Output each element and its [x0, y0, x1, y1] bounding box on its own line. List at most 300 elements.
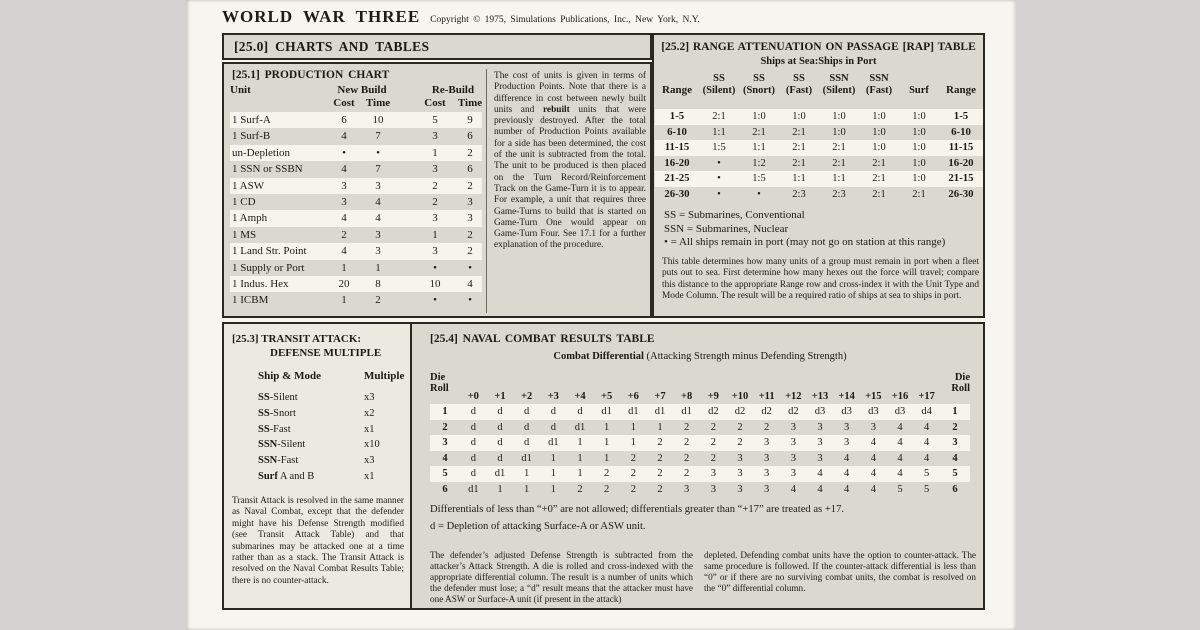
ship-mode-cell: [258, 453, 364, 469]
rebuild-cost-cell: 3: [432, 212, 438, 225]
result-cell: d4: [921, 406, 932, 417]
ratio-cell: 1:5: [752, 173, 766, 185]
result-cell: 3: [817, 421, 823, 433]
spacer: [396, 243, 418, 259]
new-cost-cell: 4: [341, 245, 347, 258]
unit-cell: 1 ICBM: [232, 294, 269, 307]
ncrt-procedure-text-right: depleted. Defending combat units have the option to counter-attack. The same procedure is followed. If the counter-attack differential is less than “0” or if there are no surviving combat units, the combat is resolved on the “0” differential column.: [704, 550, 976, 594]
rebuild-time-cell: 2: [467, 146, 473, 159]
die-roll-cell: 5: [952, 468, 958, 479]
new-cost-cell: •: [342, 146, 346, 159]
table-row: [258, 469, 414, 485]
ratio-cell: 2:1: [872, 188, 886, 200]
die-roll-cell: 1: [442, 406, 448, 417]
column-line-1: SS: [793, 73, 805, 84]
ship-type: SSN: [258, 455, 278, 467]
result-cell: 3: [684, 483, 690, 495]
ratio-cell: 2:1: [872, 173, 886, 185]
result-cell: 3: [870, 421, 876, 433]
rebuild-time-cell: 2: [467, 245, 473, 258]
rap-header-row: [655, 73, 983, 96]
result-cell: 3: [844, 437, 850, 448]
ratio-cell: •: [757, 188, 761, 200]
result-cell: 2: [657, 437, 663, 448]
range-cell: 26-30: [948, 187, 974, 200]
result-cell: d2: [761, 406, 772, 417]
result-cell: 2: [710, 452, 716, 464]
range-column-header: Range: [946, 84, 976, 96]
result-cell: 4: [924, 437, 930, 448]
rebuild-time-cell: 2: [467, 179, 473, 192]
table-row: [230, 145, 482, 161]
result-cell: 2: [737, 437, 743, 448]
ship-mode: -Fast: [277, 455, 299, 467]
differential-column-header: +12: [785, 391, 802, 402]
result-cell: 3: [764, 452, 770, 464]
result-cell: d: [497, 437, 503, 448]
result-cell: 5: [924, 483, 930, 495]
ship-type: SS: [258, 407, 270, 419]
result-cell: d: [524, 406, 530, 417]
ratio-cell: 2:3: [832, 188, 846, 200]
multiple-cell: x3: [364, 392, 375, 403]
result-cell: d: [524, 421, 530, 433]
result-cell: d3: [841, 406, 852, 417]
ratio-cell: 1:0: [912, 126, 926, 138]
rebuild-cost-cell: 2: [432, 195, 438, 208]
rebuild-cost-cell: 3: [432, 163, 438, 176]
ratio-cell: 2:1: [872, 157, 886, 169]
ncrt-differential-note: Differentials of less than “+0” are not allowed; differentials greater than “+17” are treated as +17.: [430, 504, 845, 515]
range-cell: 21-15: [948, 172, 974, 185]
result-cell: 1: [550, 468, 556, 479]
new-cost-cell: 1: [341, 294, 347, 307]
result-cell: 2: [684, 437, 690, 448]
result-cell: d: [550, 406, 556, 417]
transit-rows: [258, 390, 414, 485]
column-line-1: SS: [713, 73, 725, 84]
result-cell: d: [550, 421, 556, 433]
production-chart-box: [222, 62, 652, 318]
differential-column-header: +7: [654, 391, 666, 402]
column-line-2: (Snort): [742, 84, 776, 96]
result-cell: 4: [790, 483, 796, 495]
ship-type: SS: [258, 423, 270, 435]
result-cell: 2: [657, 452, 663, 464]
result-cell: 5: [897, 483, 903, 495]
result-cell: 2: [604, 468, 610, 479]
result-cell: 3: [817, 437, 823, 448]
result-cell: 1: [604, 421, 610, 433]
result-cell: 3: [764, 483, 770, 495]
ratio-cell: 1:0: [752, 111, 766, 122]
rebuild-time-cell: •: [468, 261, 472, 274]
result-cell: 4: [870, 468, 876, 479]
unit-cell: 1 Amph: [232, 212, 268, 225]
result-cell: d1: [468, 483, 479, 495]
ratio-cell: 2:1: [832, 142, 846, 154]
ratio-cell: 1:0: [792, 111, 806, 122]
transit-title-line-2: DEFENSE MULTIPLE: [270, 347, 382, 359]
range-cell: 6-10: [951, 125, 971, 138]
new-time-header: Time: [365, 97, 391, 109]
production-table-header: [230, 84, 482, 110]
production-header-row-1: [230, 84, 482, 97]
range-cell: 21-25: [664, 172, 690, 185]
result-cell: 3: [737, 452, 743, 464]
new-time-cell: 3: [375, 228, 381, 241]
new-time-cell: 4: [375, 195, 381, 208]
result-cell: d1: [521, 452, 532, 464]
ratio-cell: 1:0: [912, 157, 926, 169]
result-cell: 2: [657, 468, 663, 479]
column-line-1: SS: [753, 73, 765, 84]
ncrt-rows: [430, 404, 970, 497]
result-cell: d1: [574, 421, 586, 433]
result-cell: d1: [628, 406, 639, 417]
result-cell: d: [470, 468, 476, 479]
differential-column-header: +1: [494, 391, 506, 402]
table-row: [230, 161, 482, 177]
unit-cell: 1 Supply or Port: [232, 261, 305, 274]
die-roll-cell: 3: [442, 437, 448, 448]
differential-column-header: +16: [891, 391, 909, 402]
ship-mode-cell: [258, 437, 364, 453]
result-cell: 4: [817, 468, 823, 479]
differential-column-header: +0: [467, 391, 479, 402]
rebuild-cost-cell: 1: [432, 228, 438, 241]
differential-column-header: +8: [681, 391, 693, 402]
table-row: [430, 404, 970, 420]
production-rows: [230, 112, 482, 309]
result-cell: 1: [524, 483, 530, 495]
column-line-1: SSN: [869, 73, 889, 84]
result-cell: 2: [684, 452, 690, 464]
die-roll-cell: 6: [952, 483, 958, 495]
rap-note: This table determines how many units of a group must remain in port when a fleet puts out to sea. First determine how many hexes out the force will travel; compare this distance to the appropriate Range row and cross-index it with the Unit Type and Mode Column. The result will be a required ratio of ships at sea to ships in port.: [662, 257, 979, 301]
table-row: [230, 194, 482, 210]
ratio-cell: 2:1: [792, 157, 806, 169]
legend-ss: SS = Submarines, Conventional: [664, 209, 805, 221]
new-cost-cell: 6: [341, 114, 347, 126]
table-row: [230, 243, 482, 259]
ratio-cell: 1:1: [752, 142, 766, 154]
differential-column-header: +6: [627, 391, 639, 402]
column-line-2: (Fast): [865, 84, 893, 96]
differential-column-header: +9: [707, 391, 719, 402]
result-cell: 4: [844, 483, 850, 495]
result-cell: d2: [788, 406, 799, 417]
multiple-column-header: Multiple: [364, 370, 405, 382]
column-line-1: SSN: [829, 73, 849, 84]
new-build-group-header: New Build: [337, 84, 387, 96]
differential-column-header: +3: [547, 391, 559, 402]
unit-type-column-header: [899, 85, 939, 97]
unit-type-column-header: [859, 73, 899, 96]
ship-mode: A and B: [277, 470, 315, 482]
table-row: [655, 187, 983, 203]
result-cell: d: [470, 421, 476, 433]
spacer: [396, 178, 418, 194]
range-cell: 16-20: [948, 156, 974, 169]
table-row: [230, 260, 482, 276]
ratio-cell: 1:0: [872, 111, 886, 122]
rap-table-box: [652, 33, 985, 318]
spacer: [396, 292, 418, 308]
result-cell: 3: [844, 421, 850, 433]
unit-type-column-header: [779, 73, 819, 96]
result-cell: d1: [654, 406, 666, 417]
result-cell: 2: [684, 468, 690, 479]
rebuild-cost-cell: 10: [429, 277, 441, 290]
rebuild-cost-cell: •: [433, 294, 437, 307]
production-header-row-2: [230, 97, 482, 110]
ship-mode: -Snort: [269, 407, 296, 419]
result-cell: d2: [734, 406, 746, 417]
rap-rows: [655, 109, 983, 203]
rebuild-time-cell: 4: [467, 277, 473, 290]
rap-legend: [664, 209, 945, 250]
result-cell: 4: [897, 421, 903, 433]
spacer: [230, 97, 328, 110]
ratio-cell: 1:0: [912, 142, 926, 154]
multiple-cell: x1: [364, 423, 375, 435]
ratio-cell: 1:0: [832, 111, 846, 122]
result-cell: 2: [684, 421, 690, 433]
unit-cell: 1 Surf-B: [232, 130, 271, 143]
result-cell: 2: [577, 483, 583, 495]
differential-column-header: +5: [601, 391, 613, 402]
ratio-cell: 1:1: [832, 173, 846, 185]
ratio-cell: •: [717, 157, 721, 169]
bottom-tables-box: [222, 322, 985, 610]
ship-type: Surf: [258, 470, 278, 482]
result-cell: 1: [577, 437, 583, 448]
result-cell: d: [497, 452, 503, 464]
result-cell: 1: [524, 468, 530, 479]
new-cost-cell: 3: [341, 179, 347, 192]
new-cost-cell: 3: [341, 195, 347, 208]
rebuild-time-cell: 6: [467, 130, 473, 143]
die-roll-cell: 5: [442, 468, 448, 479]
new-time-cell: 8: [375, 277, 381, 290]
new-time-cell: 10: [372, 114, 384, 126]
table-row: [430, 435, 970, 451]
ratio-cell: 1:2: [752, 157, 766, 169]
spacer: [396, 84, 418, 97]
result-cell: 1: [577, 468, 583, 479]
die-roll-label-left: [430, 366, 460, 394]
rap-table-title: [25.2] RANGE ATTENUATION ON PASSAGE [RAP] TABLE: [661, 41, 976, 53]
rebuild-cost-cell: 5: [432, 114, 438, 126]
ratio-cell: 1:1: [792, 173, 806, 185]
spacer: [396, 210, 418, 226]
result-cell: 4: [897, 452, 903, 464]
result-cell: 2: [630, 468, 636, 479]
result-cell: 4: [924, 452, 930, 464]
spacer: [396, 194, 418, 210]
differential-column-header: +4: [574, 391, 586, 402]
result-cell: 2: [710, 437, 716, 448]
result-cell: 3: [790, 468, 796, 479]
result-cell: 3: [737, 483, 743, 495]
spacer: [396, 145, 418, 161]
result-cell: 4: [897, 437, 903, 448]
rebuild-cost-cell: 1: [432, 146, 438, 159]
die-roll-cell: 4: [952, 452, 958, 464]
column-line-2: (Fast): [785, 84, 813, 96]
die-roll-cell: 6: [442, 483, 448, 495]
result-cell: 2: [604, 483, 610, 495]
table-row: [430, 420, 970, 436]
table-row: [655, 171, 983, 187]
table-row: [655, 109, 983, 125]
result-cell: 4: [870, 437, 876, 448]
result-cell: 2: [737, 421, 743, 433]
rebuild-time-cell: •: [468, 294, 472, 307]
result-cell: 1: [630, 421, 636, 433]
rebuild-time-cell: 3: [467, 195, 473, 208]
die-roll-label-right: [940, 366, 970, 394]
note-text: units that were previously destroyed. After the total number of Production Points available for a side has been determined, the cost of the unit is subtracted from the total. The unit to be produced is then placed on the Turn Record/Reinforcement Track on the Game-Turn it is to appear. For example, a unit that requires three Game-Turns to build that is started on Game-Turn One would appear on Game-Turn Four. See 17.1 for a further explanation of the procedure.: [494, 104, 646, 251]
spacer: [396, 112, 418, 128]
ship-mode-cell: [258, 390, 364, 406]
ship-type: SSN: [258, 439, 278, 451]
unit-cell: 1 SSN or SSBN: [232, 163, 303, 176]
ratio-cell: 1:1: [712, 126, 726, 138]
differential-column-header: +15: [865, 391, 882, 402]
range-cell: 1-5: [953, 110, 969, 122]
new-cost-cell: 2: [341, 228, 347, 241]
result-cell: d2: [708, 406, 719, 417]
rebuild-cost-cell: •: [433, 261, 437, 274]
unit-type-column-header: [739, 73, 779, 96]
differential-column-header: +13: [811, 391, 829, 402]
scanned-page: [186, 0, 1016, 630]
result-cell: d1: [494, 468, 506, 479]
result-cell: 1: [550, 483, 556, 495]
ratio-cell: 2:3: [792, 188, 806, 200]
differential-column-header: +11: [758, 391, 775, 402]
new-cost-cell: 20: [338, 277, 350, 290]
result-cell: d: [577, 406, 583, 417]
result-cell: 3: [817, 452, 823, 464]
differential-column-header: +2: [521, 391, 533, 402]
result-cell: 3: [790, 452, 796, 464]
column-line-1: Surf: [909, 84, 929, 96]
die-roll-cell: 2: [952, 421, 958, 433]
ratio-cell: 1:0: [832, 126, 846, 138]
table-row: [655, 140, 983, 156]
new-cost-cell: 1: [341, 261, 347, 274]
rebuild-time-cell: 9: [467, 114, 473, 126]
transit-note: Transit Attack is resolved in the same manner as Naval Combat, except that the defender might have his Defense Strength modified (see Transit Attack Table) and that submarines may be attacked one at a time rather than as a stack. The Transit Attack is resolved on the Naval Combat Results Table; there is no counter-attack.: [232, 496, 404, 586]
ratio-cell: 1:0: [912, 111, 926, 122]
ratio-cell: 1:5: [712, 142, 726, 154]
result-cell: 4: [897, 468, 903, 479]
combat-differential-explainer: (Attacking Strength minus Defending Strength): [643, 351, 847, 362]
ratio-cell: 2:1: [792, 142, 806, 154]
masthead: [222, 7, 700, 27]
new-cost-cell: 4: [341, 163, 347, 176]
result-cell: 3: [710, 468, 716, 479]
ratio-cell: 1:0: [872, 142, 886, 154]
new-time-cell: 3: [375, 245, 381, 258]
ratio-cell: 1:0: [912, 173, 926, 185]
new-time-cell: 4: [375, 212, 381, 225]
result-cell: 1: [630, 437, 636, 448]
result-cell: 4: [844, 452, 850, 464]
range-column-header: Range: [662, 84, 692, 96]
table-row: [230, 128, 482, 144]
die-word: Die: [430, 372, 446, 383]
rebuild-cost-cell: 3: [432, 245, 438, 258]
result-cell: 2: [630, 452, 636, 464]
new-cost-cell: 4: [341, 130, 347, 143]
transit-title-line-1: [25.3] TRANSIT ATTACK:: [232, 333, 362, 345]
note-bold-word: rebuilt: [542, 104, 570, 115]
unit-cell: 1 CD: [232, 195, 256, 208]
range-cell: 16-20: [664, 156, 690, 169]
unit-type-column-header: [699, 73, 739, 96]
table-row: [655, 156, 983, 172]
table-row: [258, 406, 414, 422]
spacer: [396, 128, 418, 144]
result-cell: 1: [497, 483, 503, 495]
unit-cell: 1 MS: [232, 228, 257, 241]
naval-combat-results-panel: [414, 324, 983, 608]
rebuild-cost-header: Cost: [424, 97, 446, 109]
copyright-line: Copyright © 1975, Simulations Publications, Inc., New York, N.Y.: [430, 15, 700, 25]
result-cell: d1: [601, 406, 612, 417]
ratio-cell: •: [717, 188, 721, 200]
spacer: [396, 260, 418, 276]
ncrt-subtitle: [430, 351, 970, 362]
ratio-cell: 2:1: [832, 157, 846, 169]
result-cell: 3: [710, 483, 716, 495]
table-row: [258, 453, 414, 469]
ratio-cell: 2:1: [912, 188, 926, 200]
rebuild-time-cell: 6: [467, 163, 473, 176]
result-cell: 4: [817, 483, 823, 495]
differential-column-header: +17: [918, 391, 935, 402]
result-cell: d: [470, 406, 476, 417]
ship-mode: -Silent: [277, 439, 306, 451]
table-row: [430, 482, 970, 498]
result-cell: d: [470, 437, 476, 448]
die-roll-cell: 1: [952, 406, 958, 417]
result-cell: 1: [550, 452, 556, 464]
ship-mode-cell: [258, 469, 364, 485]
result-cell: 4: [870, 483, 876, 495]
range-cell: 26-30: [664, 187, 690, 200]
ncrt-title: [25.4] NAVAL COMBAT RESULTS TABLE: [430, 333, 655, 345]
table-row: [655, 125, 983, 141]
rebuild-time-cell: 3: [467, 212, 473, 225]
differential-column-header: +14: [838, 391, 855, 402]
rap-table-subtitle: Ships at Sea:Ships in Port: [760, 56, 877, 67]
section-25-0-title: [25.0] CHARTS AND TABLES: [234, 39, 430, 54]
result-cell: d: [524, 437, 530, 448]
result-cell: 2: [630, 483, 636, 495]
ship-mode-column-header: Ship & Mode: [258, 370, 321, 382]
multiple-cell: x10: [364, 439, 380, 451]
table-row: [230, 178, 482, 194]
new-time-cell: 3: [375, 179, 381, 192]
ship-mode-cell: [258, 422, 364, 438]
multiple-cell: x3: [364, 455, 375, 467]
ratio-cell: 2:1: [712, 111, 726, 122]
